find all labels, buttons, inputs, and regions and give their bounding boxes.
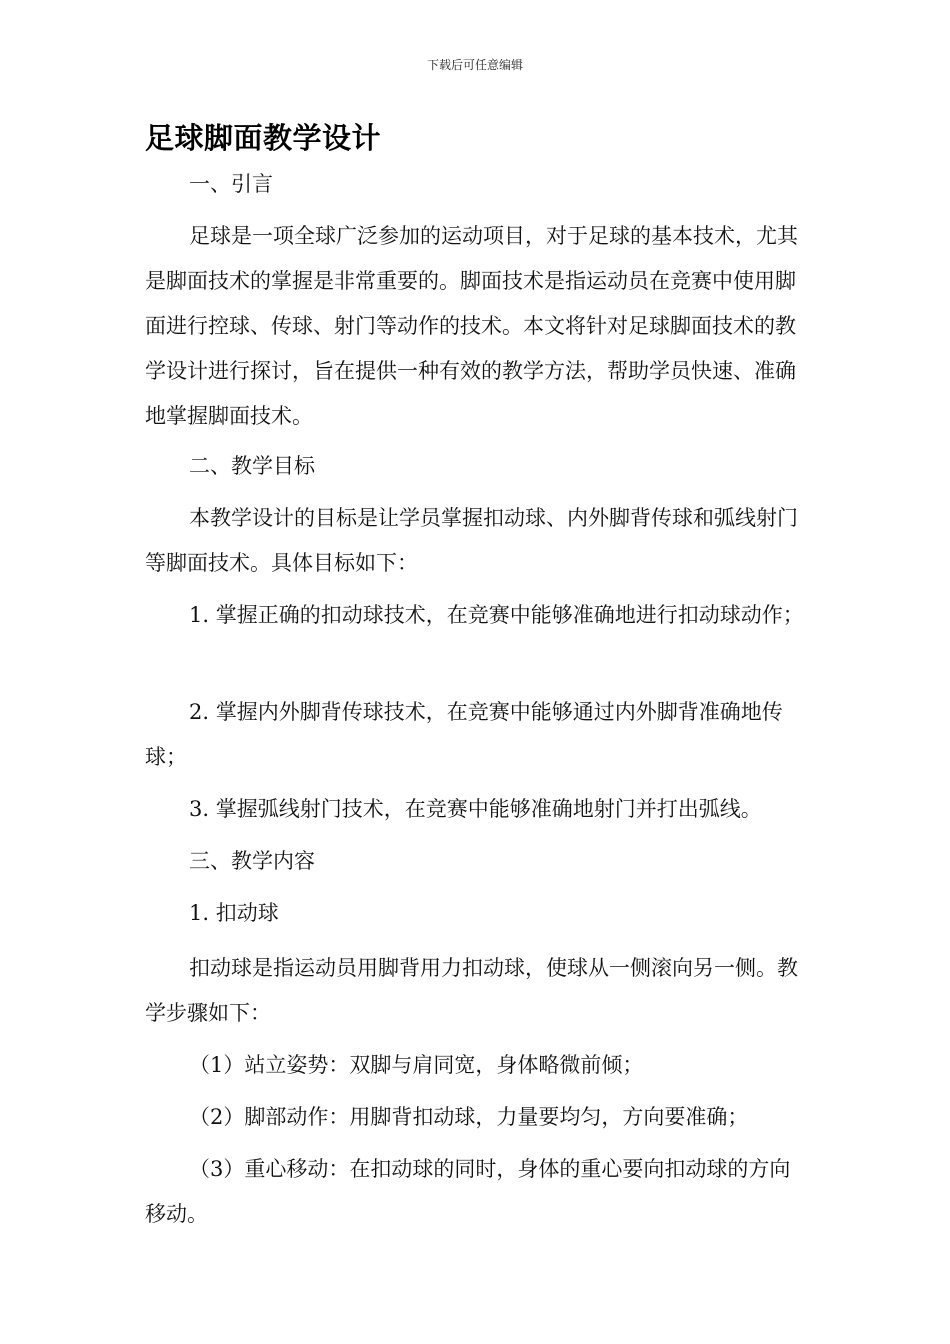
header-note: 下载后可任意编辑 [426,58,523,72]
section-heading-goals: 二、教学目标 [189,454,315,478]
document-title: 足球脚面教学设计 [145,121,382,155]
content-paragraph: 扣动球是指运动员用脚背用力扣动球，使球从一侧滚向另一侧。教学步骤如下： [145,956,798,1025]
section-heading-intro: 一、引言 [189,172,273,196]
goal-item-1: 1. 掌握正确的扣动球技术，在竞赛中能够准确地进行扣动球动作； [189,603,804,627]
goal-item-2: 2. 掌握内外脚背传球技术，在竞赛中能够通过内外脚背准确地传球； [145,700,783,769]
goals-paragraph: 本教学设计的目标是让学员掌握扣动球、内外脚背传球和弧线射门等脚面技术。具体目标如下： [145,506,798,575]
step-item-1: （1）站立姿势：双脚与肩同宽，身体略微前倾； [189,1053,644,1077]
content-subheading-1: 1. 扣动球 [189,901,279,925]
intro-paragraph: 足球是一项全球广泛参加的运动项目，对于足球的基本技术，尤其是脚面技术的掌握是非常重要的。脚面技术是指运动员在竞赛中使用脚面进行控球、传球、射门等动作的技术。本文将针对足球脚面技术的教学设计进行探讨，旨在提供一种有效的教学方法，帮助学员快速、准确地掌握脚面技术。 [145,224,798,428]
goal-item-3: 3. 掌握弧线射门技术，在竞赛中能够准确地射门并打出弧线。 [189,797,762,821]
step-item-3: （3）重心移动：在扣动球的同时，身体的重心要向扣动球的方向移动。 [145,1157,791,1226]
step-item-2: （2）脚部动作：用脚背扣动球，力量要均匀，方向要准确； [189,1105,749,1129]
section-heading-content: 三、教学内容 [189,849,315,873]
